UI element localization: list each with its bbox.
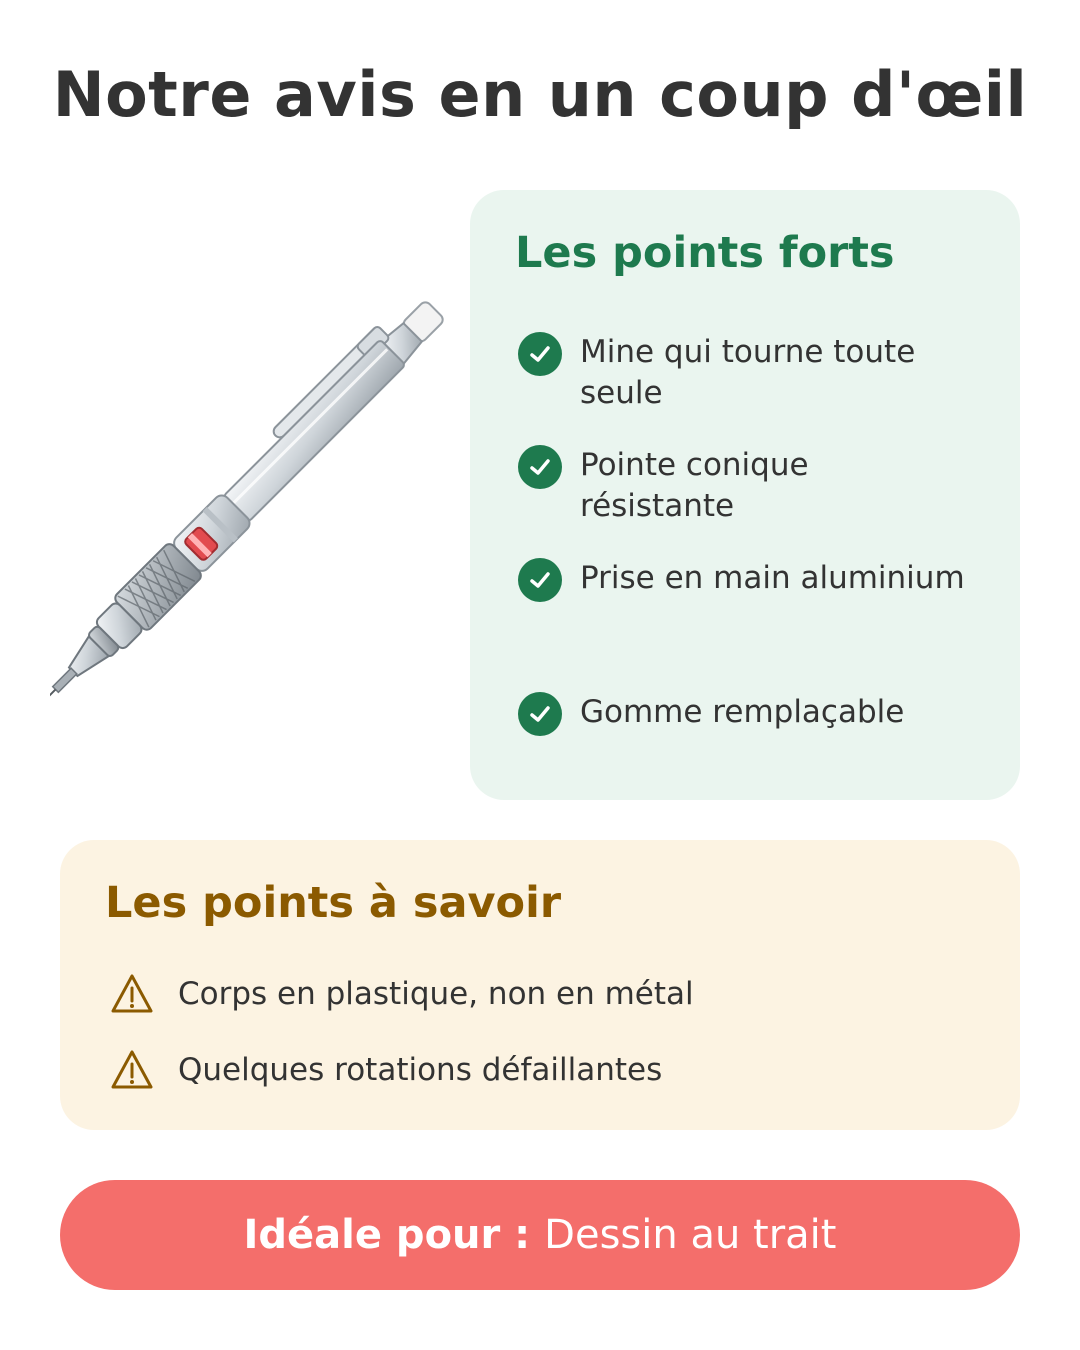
pro-item (518, 445, 988, 527)
ideal-for-label: Idéale pour : (243, 1212, 531, 1258)
con-item-text: Quelques rotations défaillantes (178, 1052, 663, 1088)
pro-item-text: Mine qui tourne toute seule (580, 334, 916, 411)
pro-item-text: Pointe conique résistante (580, 447, 809, 524)
check-circle-icon (518, 445, 562, 489)
pros-title: Les points forts (515, 228, 895, 278)
ideal-for-banner (60, 1180, 1020, 1290)
con-item (110, 973, 694, 1015)
check-circle-icon (518, 558, 562, 602)
warning-triangle-icon (110, 973, 154, 1015)
warning-triangle-icon (110, 1049, 154, 1091)
con-item (110, 1049, 662, 1091)
check-circle-icon (518, 692, 562, 736)
pro-item-text: Prise en main aluminium (580, 560, 965, 596)
cons-title: Les points à savoir (105, 878, 562, 928)
cons-card (60, 840, 1020, 1130)
product-image (50, 290, 450, 700)
pros-card (470, 190, 1020, 800)
ideal-for-value: Dessin au trait (544, 1212, 837, 1258)
pro-item (518, 332, 988, 414)
check-circle-icon (518, 332, 562, 376)
pro-item-text: Gomme remplaçable (580, 694, 905, 730)
pro-item (518, 558, 988, 602)
con-item-text: Corps en plastique, non en métal (178, 976, 694, 1012)
pro-item (518, 692, 988, 736)
page-title: Notre avis en un coup d'œil (52, 58, 1028, 131)
mechanical-pencil-illustration (50, 290, 450, 700)
